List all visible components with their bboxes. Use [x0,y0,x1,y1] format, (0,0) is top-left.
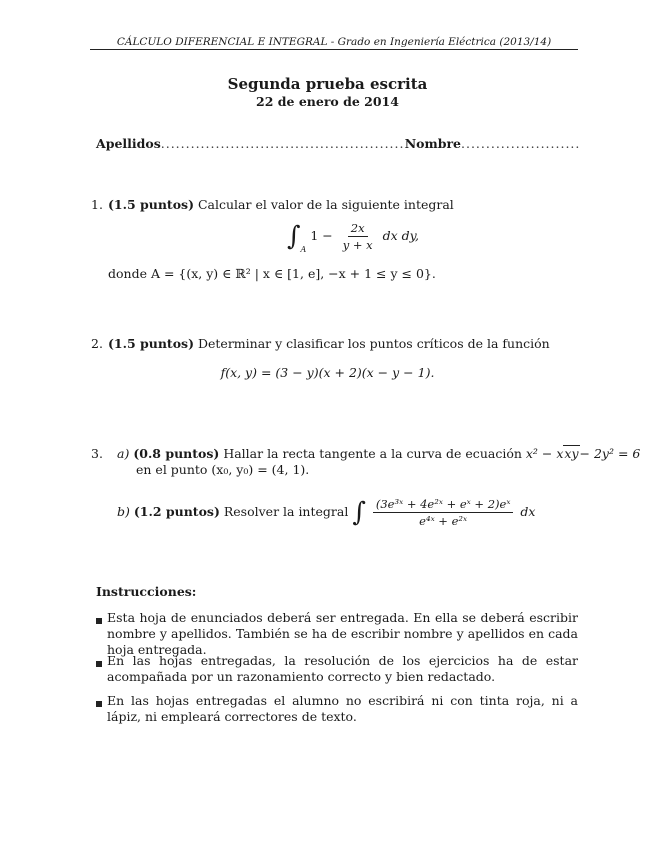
problem-3-number: 3. [91,446,103,461]
part-a-points: (0.8 puntos) [133,446,220,461]
name-label: Nombre [404,136,461,151]
instruction-item: Esta hoja de enunciados deberá ser entregada. En ella se deberá escribir nombre y apellidos. También se ha de escribir nombre y apellidos en cada hoja entregada. [107,610,578,657]
running-header: CÁLCULO DIFERENCIAL E INTEGRAL - Grado en Ingeniería Eléctrica (2013/14) [90,36,578,50]
problem-1-domain: donde A = {(x, y) ∈ ℝ² | x ∈ [1, e], −x + 1 ≤ y ≤ 0}. [108,266,436,281]
problem-3a [117,446,640,461]
problem-1-statement [108,197,454,212]
part-b-fraction [373,497,514,528]
student-fields [96,136,581,151]
problem-2-points: (1.5 puntos) [108,336,194,351]
problem-2-number: 2. [91,336,103,351]
part-a-equation-right: − 2y² = 6 [579,446,641,461]
name-blank [461,136,581,151]
part-a-sqrt: xy [564,446,579,461]
problem-2-statement [108,336,550,351]
part-b-points: (1.2 puntos) [133,504,220,519]
fraction [340,221,376,252]
part-b-label: b) [117,504,130,519]
bullet-icon [96,661,102,667]
instructions-title: Instrucciones: [96,584,197,599]
exam-date: 22 de enero de 2014 [256,94,399,109]
problem-2-text: Determinar y clasificar los puntos críticos de la función [197,336,550,351]
part-b-denominator: e⁴ˣ + e²ˣ [419,514,468,528]
denominator: y + x [342,238,373,252]
problem-1-text: Calcular el valor de la siguiente integral [197,197,454,212]
part-b-numerator: (3e³ˣ + 4e²ˣ + eˣ + 2)eˣ [373,497,514,513]
problem-1-points: (1.5 puntos) [108,197,194,212]
formula-tail: dx dy, [382,228,420,243]
formula-lead: 1 − [310,228,333,243]
part-b-tail: dx [520,504,536,519]
part-a-equation-left: x² − x [525,446,564,461]
part-a-line2: en el punto (x₀, y₀) = (4, 1). [136,462,310,477]
bullet-icon [96,618,102,624]
problem-2-formula: f(x, y) = (3 − y)(x + 2)(x − y − 1). [220,365,435,380]
part-b-text: Resolver la integral [223,504,349,519]
part-a-label: a) [117,446,130,461]
integral-symbol: ∫ [287,221,301,252]
instruction-item: En las hojas entregadas el alumno no escribirá ni con tinta roja, ni a lápiz, ni empleará correctores de texto. [107,693,578,724]
part-a-text: Hallar la recta tangente a la curva de ecuación [223,446,522,461]
surname-label: Apellidos [96,136,161,151]
problem-1-formula [287,221,419,254]
integral-domain-subscript: A [300,245,307,254]
part-b-integral-symbol: ∫ [352,497,366,528]
problem-1-number: 1. [91,197,103,212]
exam-title: Segunda prueba escrita [227,75,428,93]
problem-3b [117,497,535,528]
surname-blank [161,136,405,151]
instruction-item: En las hojas entregadas, la resolución de los ejercicios ha de estar acompañada por un razonamiento correcto y bien redactado. [107,653,578,684]
bullet-icon [96,701,102,707]
numerator: 2x [348,221,368,237]
